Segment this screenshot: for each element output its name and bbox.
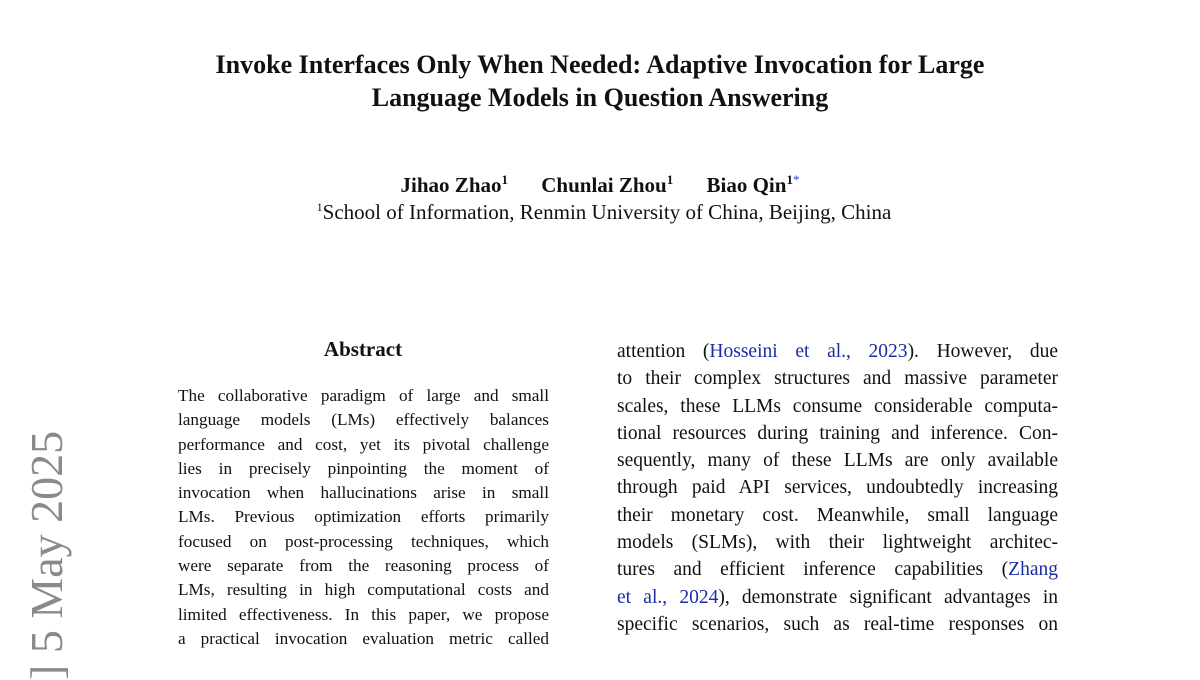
author-list — [0, 172, 1200, 198]
citation-link[interactable]: Zhang — [1008, 559, 1058, 581]
body-line: models (SLMs), with their lightweight architec- — [617, 532, 1058, 554]
abstract-body — [178, 384, 549, 651]
author-name: Jihao Zhao — [400, 173, 502, 197]
affiliation-mark: 1 — [316, 200, 323, 214]
abstract-line: language models (LMs) effectively balances — [178, 410, 549, 430]
abstract-line: lies in precisely pinpointing the moment of — [178, 458, 549, 478]
corresponding-author-link[interactable]: * — [792, 172, 800, 187]
affiliation — [0, 200, 1200, 225]
author-name: Biao Qin — [706, 173, 787, 197]
body-line: their monetary cost. Meanwhile, small language — [617, 504, 1058, 526]
body-line: through paid API services, undoubtedly increasing — [617, 477, 1058, 499]
abstract-line: a practical invocation evaluation metric called — [178, 628, 549, 648]
abstract-heading: Abstract — [323, 337, 403, 361]
abstract-line: LMs. Previous optimization efforts primarily — [178, 507, 549, 527]
arxiv-date-stamp: ] 5 May 2025 — [21, 430, 72, 680]
body-line: scales, these LLMs consume considerable computa- — [617, 395, 1058, 417]
abstract-line: limited effectiveness. In this paper, we propose — [178, 604, 549, 624]
abstract-line: invocation when hallucinations arise in small — [178, 483, 549, 503]
abstract-line: were separate from the reasoning process of — [178, 556, 549, 576]
body-line: sequently, many of these LLMs are only available — [617, 450, 1058, 472]
abstract-line: focused on post-processing techniques, which — [178, 531, 549, 551]
citation-link[interactable]: Hosseini et al., 2023 — [709, 341, 908, 362]
author-affil-mark: 1 — [666, 172, 674, 187]
abstract-line: LMs, resulting in high computational costs and — [178, 580, 549, 600]
body-line: tures and efficient inference capabilities (Zhang — [617, 559, 1058, 581]
abstract-line: The collaborative paradigm of large and small — [178, 386, 549, 405]
introduction-text — [617, 338, 1058, 638]
paper-title — [150, 48, 1050, 114]
author-3 — [707, 172, 800, 198]
abstract-line: performance and cost, yet its pivotal challenge — [178, 434, 549, 454]
author-name: Chunlai Zhou — [541, 173, 667, 197]
body-line: et al., 2024), demonstrate significant advantages in — [617, 586, 1058, 608]
citation-link[interactable]: et al., 2024 — [617, 586, 719, 608]
body-line: specific scenarios, such as real-time responses on — [617, 613, 1058, 635]
author-2 — [541, 172, 673, 198]
author-affil-mark: 1 — [501, 172, 508, 187]
title-line-2: Language Models in Question Answering — [371, 83, 829, 112]
title-line-1: Invoke Interfaces Only When Needed: Adaptive Invocation for Large — [215, 50, 985, 79]
affiliation-text: School of Information, Renmin University of China, Beijing, China — [322, 200, 892, 224]
body-line: tional resources during training and inference. Con- — [617, 422, 1058, 444]
body-line: to their complex structures and massive parameter — [617, 368, 1058, 390]
author-affil-mark: 1 — [786, 172, 793, 187]
author-1 — [401, 172, 508, 198]
body-line: attention (Hosseini et al., 2023). However, due — [617, 341, 1058, 362]
